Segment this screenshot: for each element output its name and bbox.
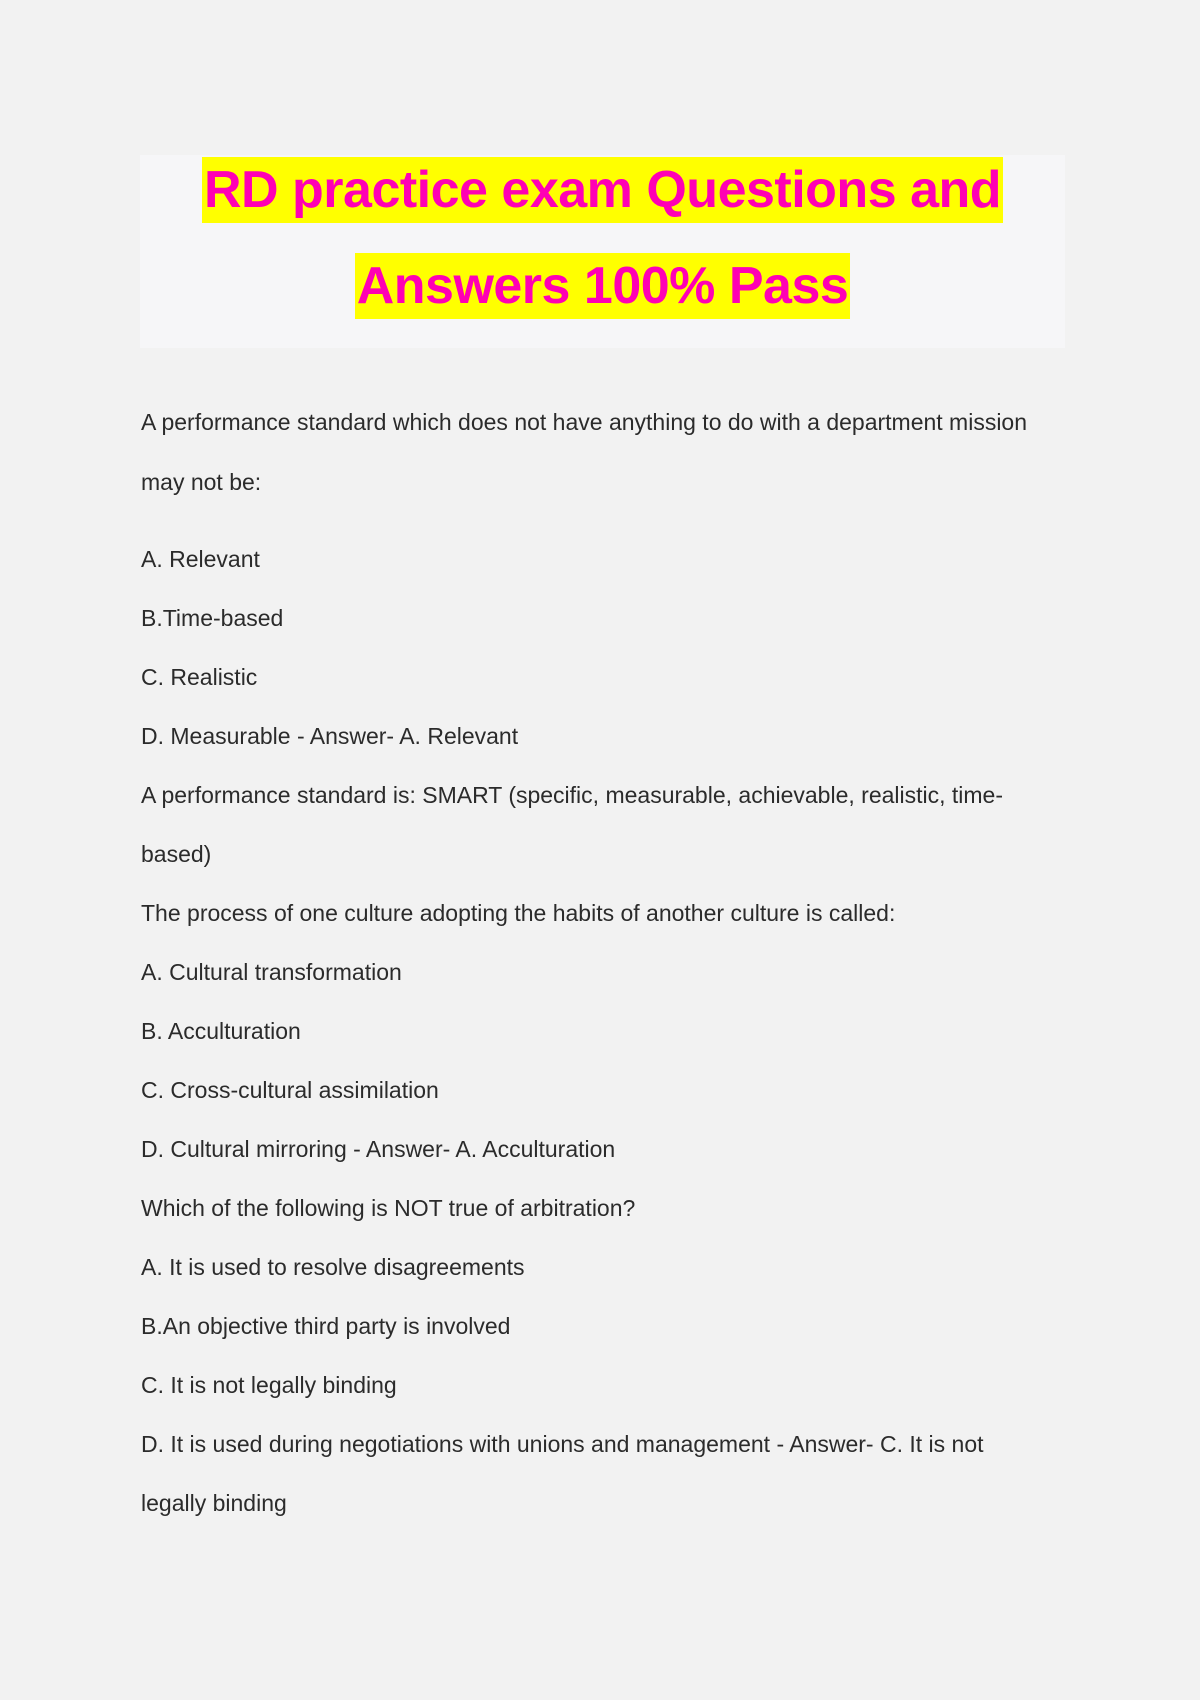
question-1-option-d-answer: D. Measurable - Answer- A. Relevant xyxy=(141,723,519,749)
question-3-text: The process of one culture adopting the habits of another culture is called: xyxy=(141,900,896,926)
question-4-answer-continued: legally binding xyxy=(141,1490,287,1516)
question-1-option-c: C. Realistic xyxy=(141,664,258,690)
question-4-option-a: A. It is used to resolve disagreements xyxy=(141,1254,525,1280)
question-4-option-b: B.An objective third party is involved xyxy=(141,1313,511,1339)
question-4-option-d-answer: D. It is used during negotiations with unions and management - Answer- C. It is not xyxy=(141,1431,984,1457)
question-2-text-continued: based) xyxy=(141,841,212,867)
question-2-text: A performance standard is: SMART (specific, measurable, achievable, realistic, time- xyxy=(141,782,1004,808)
question-3-option-a: A. Cultural transformation xyxy=(141,959,402,985)
question-1-text-continued: may not be: xyxy=(141,469,262,495)
question-1-text: A performance standard which does not have anything to do with a department mission xyxy=(141,409,1028,435)
question-content xyxy=(141,407,1081,1518)
title-line-2 xyxy=(140,253,1065,319)
question-3-option-c: C. Cross-cultural assimilation xyxy=(141,1077,439,1103)
question-4-text: Which of the following is NOT true of arbitration? xyxy=(141,1195,636,1221)
question-1-option-a: A. Relevant xyxy=(141,546,260,572)
question-3-option-b: B. Acculturation xyxy=(141,1018,301,1044)
question-1-option-b: B.Time-based xyxy=(141,605,284,631)
question-4-option-c: C. It is not legally binding xyxy=(141,1372,397,1398)
title-block xyxy=(140,155,1065,348)
question-3-option-d-answer: D. Cultural mirroring - Answer- A. Acculturation xyxy=(141,1136,616,1162)
document-title-part-1: RD practice exam Questions and xyxy=(202,157,1003,223)
document-title-part-2: Answers 100% Pass xyxy=(355,253,851,319)
title-line-1 xyxy=(140,157,1065,223)
